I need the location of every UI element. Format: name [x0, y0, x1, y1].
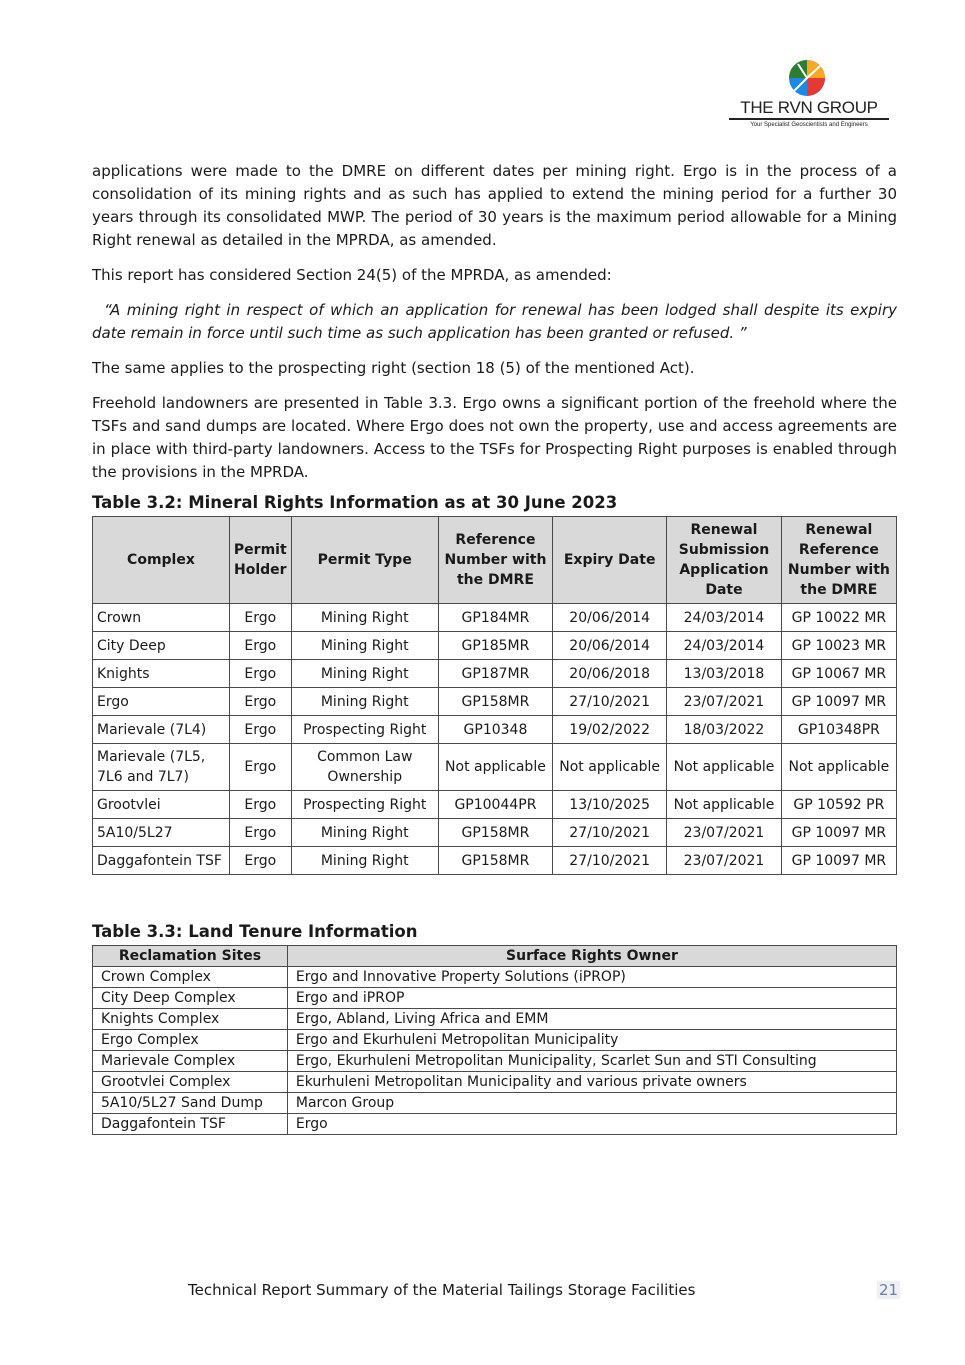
- table-cell: Grootvlei: [93, 791, 230, 819]
- header-cell: Permit Holder: [229, 517, 291, 604]
- table-cell: Knights Complex: [93, 1009, 288, 1030]
- table-cell: GP185MR: [438, 632, 552, 660]
- table-cell: Mining Right: [291, 660, 438, 688]
- table-cell: Not applicable: [667, 744, 782, 791]
- table-cell: 5A10/5L27 Sand Dump: [93, 1093, 288, 1114]
- table-row: [93, 1093, 897, 1114]
- table-3-2-caption: Table 3.2: Mineral Rights Information as at 30 June 2023: [92, 493, 618, 512]
- table-cell: GP158MR: [438, 819, 552, 847]
- table-cell: 13/03/2018: [667, 660, 782, 688]
- table-cell: Marievale (7L4): [93, 716, 230, 744]
- table-cell: GP158MR: [438, 847, 552, 875]
- table-cell: 23/07/2021: [667, 688, 782, 716]
- table-cell: Crown: [93, 604, 230, 632]
- table-cell: Ergo and Innovative Property Solutions (iPROP): [287, 967, 896, 988]
- table-cell: Mining Right: [291, 632, 438, 660]
- table-cell: Marievale Complex: [93, 1051, 288, 1072]
- header-cell: Renewal Reference Number with the DMRE: [781, 517, 896, 604]
- table-row: [93, 847, 897, 875]
- table-cell: GP 10097 MR: [781, 847, 896, 875]
- table-cell: 19/02/2022: [553, 716, 667, 744]
- table-cell: City Deep: [93, 632, 230, 660]
- header-cell: Expiry Date: [553, 517, 667, 604]
- table-cell: Ergo: [287, 1114, 896, 1135]
- table-cell: GP 10097 MR: [781, 819, 896, 847]
- table-cell: Common Law Ownership: [291, 744, 438, 791]
- table-cell: Ergo: [229, 744, 291, 791]
- table-cell: Ergo and iPROP: [287, 988, 896, 1009]
- company-logo: [729, 58, 889, 132]
- table-cell: 24/03/2014: [667, 632, 782, 660]
- table-cell: Ergo: [229, 660, 291, 688]
- table-cell: GP 10023 MR: [781, 632, 896, 660]
- table-cell: 18/03/2022: [667, 716, 782, 744]
- header-cell: Reclamation Sites: [93, 946, 288, 967]
- table-cell: GP10348PR: [781, 716, 896, 744]
- table-cell: Ergo Complex: [93, 1030, 288, 1051]
- table-cell: Ergo: [229, 819, 291, 847]
- mineral-rights-table: [92, 516, 897, 875]
- table-cell: Daggafontein TSF: [93, 1114, 288, 1135]
- table-cell: GP10044PR: [438, 791, 552, 819]
- table-cell: Not applicable: [781, 744, 896, 791]
- table-row: [93, 604, 897, 632]
- page-content: [92, 160, 897, 1135]
- table-cell: Prospecting Right: [291, 791, 438, 819]
- paragraph-2: This report has considered Section 24(5) of the MPRDA, as amended:: [92, 266, 612, 284]
- table-cell: 13/10/2025: [553, 791, 667, 819]
- table-cell: Not applicable: [553, 744, 667, 791]
- paragraph-1: applications were made to the DMRE on different dates per mining right. Ergo is in the process of a consolidation of its mining rights and as such has applied to extend the mining period for a further 30 years through its consolidated MWP. The period of 30 years is the maximum period allowable for a Mining Right renewal as detailed in the MPRDA, as amended.: [92, 162, 897, 249]
- header-cell: Renewal Submission Application Date: [667, 517, 782, 604]
- table-cell: Not applicable: [667, 791, 782, 819]
- table-3-3-caption: Table 3.3: Land Tenure Information: [92, 922, 418, 941]
- header-cell: Permit Type: [291, 517, 438, 604]
- table-cell: Ergo: [229, 632, 291, 660]
- table-row: [93, 819, 897, 847]
- footer-title: Technical Report Summary of the Material Tailings Storage Facilities: [188, 1281, 696, 1299]
- table-cell: GP 10097 MR: [781, 688, 896, 716]
- table-cell: Ergo: [93, 688, 230, 716]
- table-cell: Ergo, Abland, Living Africa and EMM: [287, 1009, 896, 1030]
- table-row: [93, 744, 897, 791]
- table-cell: Ergo: [229, 847, 291, 875]
- table-row: [93, 967, 897, 988]
- header-cell: Surface Rights Owner: [287, 946, 896, 967]
- table-cell: 27/10/2021: [553, 688, 667, 716]
- table-cell: 23/07/2021: [667, 847, 782, 875]
- table-row: [93, 988, 897, 1009]
- table-row: [93, 632, 897, 660]
- table-cell: 20/06/2014: [553, 632, 667, 660]
- table-cell: Ekurhuleni Metropolitan Municipality and various private owners: [287, 1072, 896, 1093]
- table-cell: Marievale (7L5, 7L6 and 7L7): [93, 744, 230, 791]
- table-cell: GP158MR: [438, 688, 552, 716]
- table-cell: Ergo, Ekurhuleni Metropolitan Municipality, Scarlet Sun and STI Consulting: [287, 1051, 896, 1072]
- table-cell: Prospecting Right: [291, 716, 438, 744]
- table-row: [93, 1072, 897, 1093]
- table-row: [93, 1114, 897, 1135]
- table-cell: Not applicable: [438, 744, 552, 791]
- table-cell: GP 10022 MR: [781, 604, 896, 632]
- table-cell: Knights: [93, 660, 230, 688]
- table-header-row: [93, 946, 897, 967]
- logo-globe-icon: [786, 58, 828, 98]
- table-cell: 23/07/2021: [667, 819, 782, 847]
- table-cell: Mining Right: [291, 688, 438, 716]
- table-cell: GP187MR: [438, 660, 552, 688]
- table-cell: City Deep Complex: [93, 988, 288, 1009]
- table-cell: Ergo and Ekurhuleni Metropolitan Municipality: [287, 1030, 896, 1051]
- table-cell: Mining Right: [291, 604, 438, 632]
- table-row: [93, 1051, 897, 1072]
- land-tenure-table: [92, 945, 897, 1135]
- table-row: [93, 791, 897, 819]
- table-cell: Ergo: [229, 791, 291, 819]
- table-cell: 5A10/5L27: [93, 819, 230, 847]
- table-cell: Mining Right: [291, 819, 438, 847]
- table-cell: 24/03/2014: [667, 604, 782, 632]
- table-cell: Ergo: [229, 688, 291, 716]
- paragraph-3: The same applies to the prospecting right (section 18 (5) of the mentioned Act).: [92, 359, 695, 377]
- table-cell: Mining Right: [291, 847, 438, 875]
- table-row: [93, 660, 897, 688]
- table-row: [93, 1009, 897, 1030]
- table-cell: Crown Complex: [93, 967, 288, 988]
- table-cell: GP 10592 PR: [781, 791, 896, 819]
- header-cell: Complex: [93, 517, 230, 604]
- table-header-row: [93, 517, 897, 604]
- paragraph-4: Freehold landowners are presented in Table 3.3. Ergo owns a significant portion of the freehold where the TSFs and sand dumps are located. Where Ergo does not own the property, use and access agreements are in place with third-party landowners. Access to the TSFs for Prospecting Right purposes is enabled through the provisions in the MPRDA.: [92, 394, 897, 481]
- page-number: 21: [879, 1281, 899, 1299]
- table-cell: 20/06/2018: [553, 660, 667, 688]
- table-cell: Grootvlei Complex: [93, 1072, 288, 1093]
- logo-name: THE RVN GROUP: [729, 98, 889, 120]
- table-cell: Ergo: [229, 604, 291, 632]
- table-cell: Ergo: [229, 716, 291, 744]
- table-cell: Marcon Group: [287, 1093, 896, 1114]
- quote-paragraph: “A mining right in respect of which an application for renewal has been lodged shall despite its expiry date remain in force until such time as such application has been granted or refused. ”: [92, 301, 897, 342]
- table-row: [93, 1030, 897, 1051]
- header-cell: Reference Number with the DMRE: [438, 517, 552, 604]
- table-cell: GP 10067 MR: [781, 660, 896, 688]
- table-row: [93, 716, 897, 744]
- table-cell: Daggafontein TSF: [93, 847, 230, 875]
- table-row: [93, 688, 897, 716]
- table-cell: GP10348: [438, 716, 552, 744]
- table-cell: 27/10/2021: [553, 847, 667, 875]
- table-cell: GP184MR: [438, 604, 552, 632]
- table-cell: 20/06/2014: [553, 604, 667, 632]
- logo-tagline: Your Specialist Geoscientists and Engineers: [750, 122, 868, 128]
- table-cell: 27/10/2021: [553, 819, 667, 847]
